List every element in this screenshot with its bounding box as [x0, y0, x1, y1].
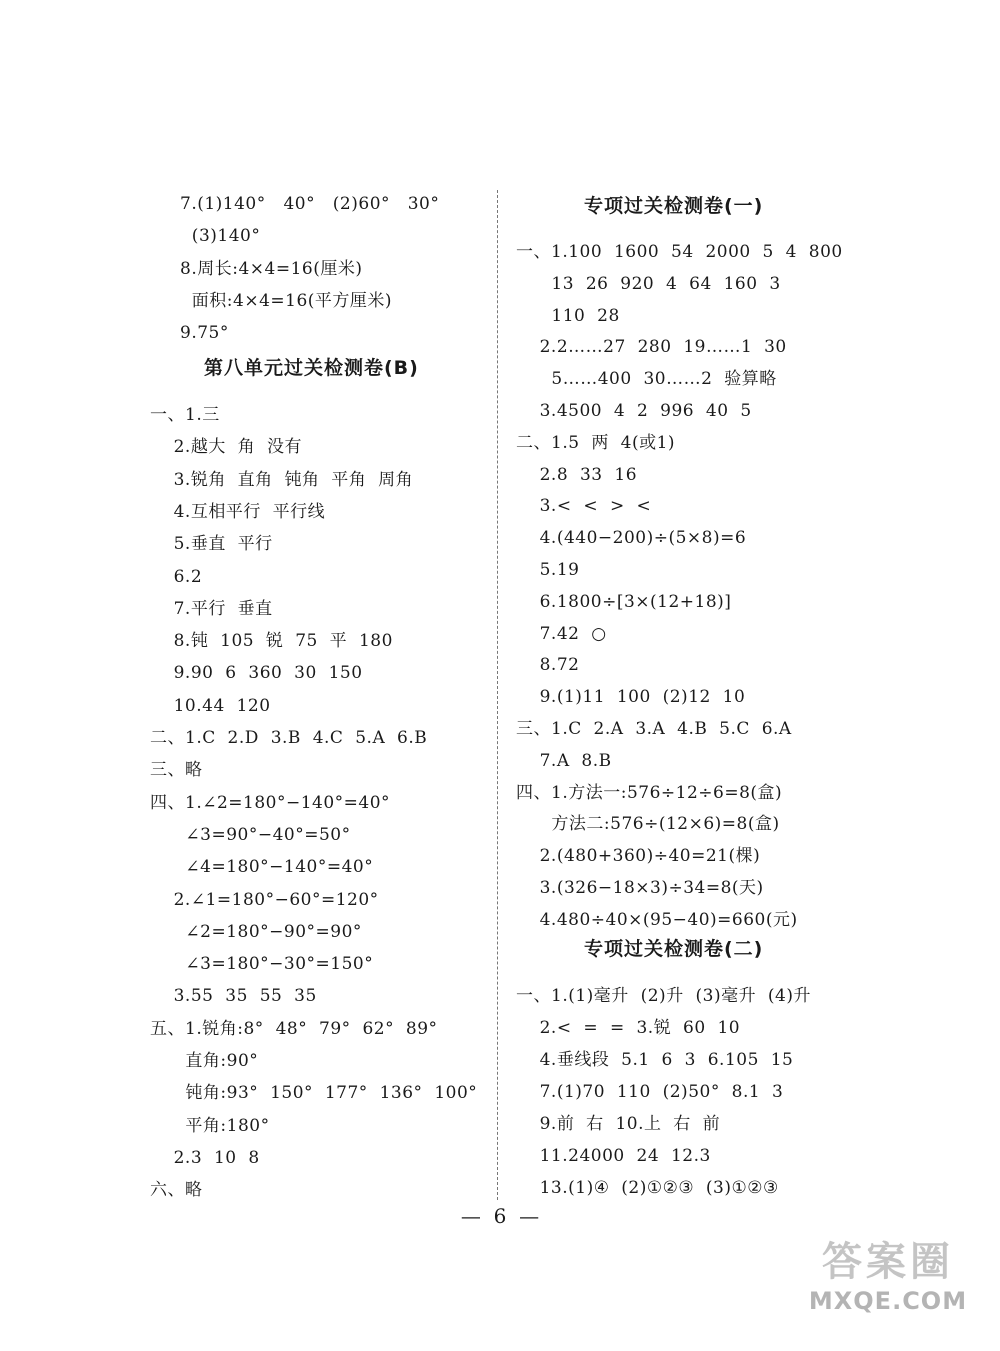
answer-line: 2.3 10 8 [150, 1147, 260, 1168]
left-section-heading: 第八单元过关检测卷(B) [204, 357, 419, 379]
answer-line: 6.1800÷[3×(12+18)] [516, 591, 732, 612]
answer-line: 7.A 8.B [516, 750, 612, 771]
answer-line: 10.44 120 [150, 695, 271, 716]
answer-line: 9.90 6 360 30 150 [150, 663, 363, 684]
answer-line: 钝角:93° 150° 177° 136° 100° [150, 1083, 478, 1104]
answer-line: 9.75° [180, 323, 229, 344]
watermark [798, 1237, 978, 1327]
answer-line: 3.(326−18×3)÷34=8(天) [516, 878, 764, 898]
answer-line: 5.垂直 平行 [150, 534, 273, 555]
answer-line: 2.2……27 280 19……1 30 [516, 337, 787, 358]
answer-line: 5……400 30……2 验算略 [516, 369, 777, 390]
answer-line: 4.(440−200)÷(5×8)=6 [516, 528, 747, 549]
answer-line: 8.钝 105 锐 75 平 180 [150, 631, 393, 652]
answer-line: 四、1.方法一:576÷12÷6=8(盒) [516, 782, 783, 803]
answer-line: 3.锐角 直角 钝角 平角 周角 [150, 469, 414, 490]
answer-line: 平角:180° [150, 1115, 270, 1136]
answer-line: 3.< < > < [516, 496, 652, 517]
answer-line: 7.平行 垂直 [150, 598, 273, 619]
answer-line: ∠3=90°−40°=50° [150, 824, 351, 845]
answer-line: 9.(1)11 100 (2)12 10 [516, 687, 746, 708]
answer-line: 8.周长:4×4=16(厘米) [180, 258, 363, 279]
answer-line: 7.(1)70 110 (2)50° 8.1 3 [516, 1082, 784, 1102]
answer-line: 面积:4×4=16(平方厘米) [180, 290, 393, 311]
answer-line: 4.垂线段 5.1 6 3 6.105 15 [516, 1050, 794, 1070]
answer-line: 6.2 [150, 566, 203, 587]
answer-line: 2.< = = 3.锐 60 10 [516, 1018, 741, 1038]
answer-line: 13.(1)④ (2)①②③ (3)①②③ [516, 1178, 779, 1198]
answer-line: ∠3=180°−30°=150° [150, 954, 374, 975]
answer-line: 2.(480+360)÷40=21(棵) [516, 846, 761, 867]
answer-line: 直角:90° [150, 1051, 259, 1071]
right-column [498, 0, 1000, 1351]
answer-line: 四、1.∠2=180°−140°=40° [150, 792, 391, 813]
watermark-site: MXQE.COM [808, 1287, 968, 1315]
page-number: — 6 — [460, 1204, 540, 1228]
answer-line: 一、1.100 1600 54 2000 5 4 800 [516, 242, 843, 262]
answer-line: 二、1.5 两 4(或1) [516, 432, 676, 453]
answer-line: 2.越大 角 没有 [150, 437, 302, 458]
answer-line: 3.55 35 55 35 [150, 986, 317, 1007]
right-section-heading-2: 专项过关检测卷(二) [584, 938, 764, 960]
answer-line: 五、1.锐角:8° 48° 79° 62° 89° [150, 1018, 438, 1039]
answer-line: 2.8 33 16 [516, 464, 638, 485]
answer-line: 9.前 右 10.上 右 前 [516, 1114, 721, 1134]
answer-line: 二、1.C 2.D 3.B 4.C 5.A 6.B [150, 728, 428, 748]
answer-line: 5.19 [516, 560, 580, 580]
answer-line: 11.24000 24 12.3 [516, 1146, 711, 1166]
answer-line: 2.∠1=180°−60°=120° [150, 889, 379, 910]
answer-line: 方法二:576÷(12×6)=8(盒) [516, 814, 780, 835]
answer-line: 一、1.三 [150, 405, 220, 425]
answer-line: ∠4=180°−140°=40° [150, 857, 374, 878]
right-section-heading-1: 专项过关检测卷(一) [584, 195, 764, 217]
answer-line: 7.(1)140° 40° (2)60° 30° [180, 194, 440, 214]
answer-line: 8.72 [516, 655, 580, 676]
answer-line: 3.4500 4 2 996 40 5 [516, 401, 752, 421]
left-column [0, 0, 497, 1351]
answer-line: 一、1.(1)毫升 (2)升 (3)毫升 (4)升 [516, 986, 811, 1006]
answer-line: 13 26 920 4 64 160 3 [516, 273, 781, 294]
answer-line: 4.互相平行 平行线 [150, 501, 326, 522]
answer-line: ∠2=180°−90°=90° [150, 921, 362, 942]
answer-line: 7.42 ○ [516, 623, 607, 644]
answer-line: 110 28 [516, 305, 620, 326]
watermark-logo: 答案圈 [822, 1239, 954, 1285]
answer-line: 4.480÷40×(95−40)=660(元) [516, 909, 798, 930]
answer-line: 三、1.C 2.A 3.A 4.B 5.C 6.A [516, 719, 792, 739]
answer-line: 三、略 [150, 760, 203, 781]
answer-line: (3)140° [180, 226, 261, 247]
answer-line: 六、略 [150, 1180, 203, 1201]
